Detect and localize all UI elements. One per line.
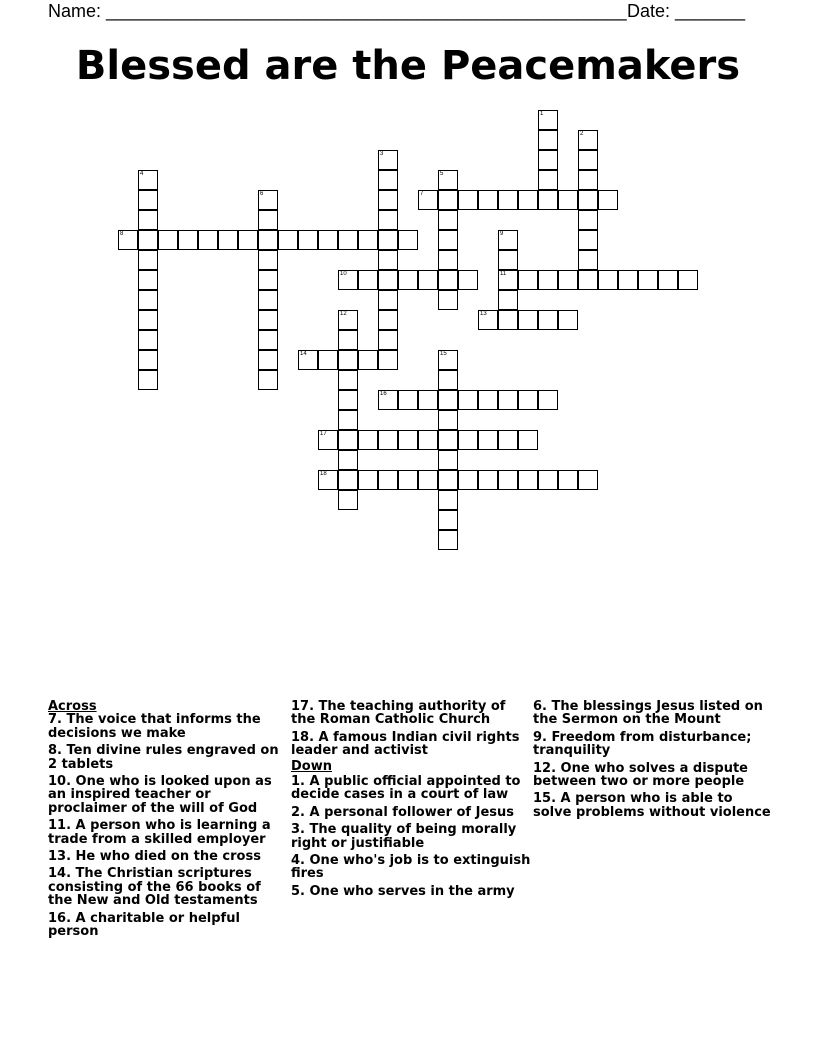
crossword-cell[interactable] bbox=[378, 310, 398, 330]
crossword-cell[interactable] bbox=[438, 390, 458, 410]
crossword-cell[interactable] bbox=[498, 290, 518, 310]
crossword-cell[interactable] bbox=[498, 230, 518, 250]
crossword-cell[interactable] bbox=[258, 250, 278, 270]
crossword-cell[interactable] bbox=[538, 270, 558, 290]
crossword-cell[interactable] bbox=[338, 410, 358, 430]
clue-item bbox=[291, 823, 531, 850]
crossword-cell[interactable] bbox=[378, 150, 398, 170]
crossword-cell[interactable] bbox=[378, 270, 398, 290]
crossword-cell[interactable] bbox=[438, 190, 458, 210]
clue-number: 18. bbox=[291, 729, 315, 745]
clue-number: 13. bbox=[48, 849, 72, 865]
clue-text: The quality of being morally right or justifiable bbox=[291, 822, 517, 851]
clue-text: A person who is able to solve problems without violence bbox=[533, 791, 771, 820]
crossword-cell[interactable] bbox=[498, 390, 518, 410]
crossword-cell[interactable] bbox=[538, 170, 558, 190]
crossword-cell[interactable] bbox=[518, 190, 538, 210]
clue-item bbox=[291, 806, 531, 819]
clue-item bbox=[533, 731, 773, 758]
crossword-cell[interactable] bbox=[538, 190, 558, 210]
cell-number: 15 bbox=[440, 351, 447, 357]
crossword-cell[interactable] bbox=[598, 190, 618, 210]
crossword-cell[interactable] bbox=[418, 190, 438, 210]
crossword-cell[interactable] bbox=[358, 230, 378, 250]
crossword-cell[interactable] bbox=[338, 430, 358, 450]
clue-number: 14. bbox=[48, 866, 72, 882]
clue-item bbox=[48, 744, 280, 771]
clue-text: One who is looked upon as an inspired teacher or proclaimer of the will of God bbox=[48, 774, 272, 816]
crossword-cell[interactable] bbox=[138, 190, 158, 210]
crossword-cell[interactable] bbox=[198, 230, 218, 250]
crossword-cell[interactable] bbox=[298, 230, 318, 250]
crossword-cell[interactable] bbox=[318, 230, 338, 250]
crossword-cell[interactable] bbox=[258, 330, 278, 350]
crossword-cell[interactable] bbox=[438, 290, 458, 310]
crossword-cell[interactable] bbox=[358, 430, 378, 450]
clue-item bbox=[533, 762, 773, 789]
crossword-cell[interactable] bbox=[458, 390, 478, 410]
crossword-cell[interactable] bbox=[418, 390, 438, 410]
clue-column-1 bbox=[48, 700, 280, 943]
crossword-cell[interactable] bbox=[478, 310, 498, 330]
cell-number: 11 bbox=[500, 271, 507, 277]
crossword-cell[interactable] bbox=[378, 250, 398, 270]
crossword-cell[interactable] bbox=[538, 110, 558, 130]
clue-number: 12. bbox=[533, 760, 557, 776]
clue-item bbox=[291, 885, 531, 898]
crossword-cell[interactable] bbox=[378, 170, 398, 190]
cell-number: 12 bbox=[340, 311, 347, 317]
crossword-cell[interactable] bbox=[558, 310, 578, 330]
crossword-cell[interactable] bbox=[318, 430, 338, 450]
crossword-cell[interactable] bbox=[418, 430, 438, 450]
clue-text: Freedom from disturbance; tranquility bbox=[533, 729, 752, 759]
crossword-cell[interactable] bbox=[398, 230, 418, 250]
crossword-cell[interactable] bbox=[258, 350, 278, 370]
crossword-cell[interactable] bbox=[518, 270, 538, 290]
crossword-cell[interactable] bbox=[438, 230, 458, 250]
crossword-cell[interactable] bbox=[338, 350, 358, 370]
crossword-cell[interactable] bbox=[118, 230, 138, 250]
crossword-cell[interactable] bbox=[678, 270, 698, 290]
crossword-cell[interactable] bbox=[418, 270, 438, 290]
cell-number: 8 bbox=[120, 231, 124, 237]
crossword-cell[interactable] bbox=[478, 390, 498, 410]
crossword-cell[interactable] bbox=[458, 190, 478, 210]
clue-text: One who solves a dispute between two or more people bbox=[533, 760, 748, 790]
crossword-cell[interactable] bbox=[398, 390, 418, 410]
crossword-cell[interactable] bbox=[138, 270, 158, 290]
crossword-cell[interactable] bbox=[538, 150, 558, 170]
crossword-cell[interactable] bbox=[438, 410, 458, 430]
clue-text: The teaching authority of the Roman Catholic Church bbox=[291, 699, 506, 728]
crossword-cell[interactable] bbox=[378, 210, 398, 230]
crossword-cell[interactable] bbox=[258, 210, 278, 230]
clue-text: The voice that informs the decisions we make bbox=[48, 712, 261, 741]
clue-text: One who serves in the army bbox=[304, 883, 515, 899]
clue-number: 16. bbox=[48, 910, 72, 926]
crossword-cell[interactable] bbox=[378, 190, 398, 210]
clue-item bbox=[291, 775, 531, 802]
cell-number: 10 bbox=[340, 271, 347, 277]
cell-number: 1 bbox=[540, 111, 544, 117]
clue-text: The Christian scriptures consisting of the 66 books of the New and Old testaments bbox=[48, 866, 261, 909]
clue-number: 2. bbox=[291, 804, 305, 820]
crossword-cell[interactable] bbox=[338, 470, 358, 490]
crossword-cell[interactable] bbox=[618, 270, 638, 290]
crossword-cell[interactable] bbox=[378, 290, 398, 310]
down-heading: Down bbox=[291, 758, 332, 774]
clue-column-3 bbox=[533, 700, 773, 823]
crossword-cell[interactable] bbox=[478, 430, 498, 450]
clue-text: A public official appointed to decide cases in a court of law bbox=[291, 774, 521, 803]
crossword-cell[interactable] bbox=[478, 190, 498, 210]
crossword-cell[interactable] bbox=[338, 310, 358, 330]
crossword-cell[interactable] bbox=[438, 210, 458, 230]
crossword-cell[interactable] bbox=[538, 130, 558, 150]
date-field-label[interactable]: Date: _______ bbox=[627, 1, 746, 21]
crossword-cell[interactable] bbox=[258, 190, 278, 210]
crossword-cell[interactable] bbox=[378, 330, 398, 350]
clue-number: 3. bbox=[291, 822, 305, 838]
crossword-cell[interactable] bbox=[498, 190, 518, 210]
cell-number: 3 bbox=[380, 151, 384, 157]
crossword-cell[interactable] bbox=[138, 290, 158, 310]
crossword-cell[interactable] bbox=[438, 170, 458, 190]
crossword-cell[interactable] bbox=[438, 430, 458, 450]
cell-number: 4 bbox=[140, 171, 144, 177]
crossword-cell[interactable] bbox=[518, 310, 538, 330]
crossword-cell[interactable] bbox=[258, 230, 278, 250]
crossword-cell[interactable] bbox=[578, 190, 598, 210]
crossword-cell[interactable] bbox=[478, 470, 498, 490]
clue-text: Ten divine rules engraved on 2 tablets bbox=[48, 743, 279, 772]
clue-text: A personal follower of Jesus bbox=[304, 804, 514, 820]
crossword-cell[interactable] bbox=[138, 250, 158, 270]
crossword-cell[interactable] bbox=[138, 230, 158, 250]
crossword-cell[interactable] bbox=[398, 270, 418, 290]
crossword-cell[interactable] bbox=[338, 230, 358, 250]
clue-item bbox=[533, 700, 773, 727]
crossword-cell[interactable] bbox=[138, 310, 158, 330]
crossword-cell[interactable] bbox=[438, 510, 458, 530]
crossword-cell[interactable] bbox=[558, 270, 578, 290]
crossword-cell[interactable] bbox=[318, 470, 338, 490]
cell-number: 13 bbox=[480, 311, 487, 317]
clue-item bbox=[48, 850, 280, 863]
crossword-cell[interactable] bbox=[438, 450, 458, 470]
cell-number: 16 bbox=[380, 391, 387, 397]
crossword-cell[interactable] bbox=[258, 370, 278, 390]
crossword-cell[interactable] bbox=[498, 310, 518, 330]
crossword-cell[interactable] bbox=[438, 370, 458, 390]
crossword-cell[interactable] bbox=[438, 270, 458, 290]
crossword-cell[interactable] bbox=[178, 230, 198, 250]
clue-number: 6. bbox=[533, 699, 547, 714]
crossword-cell[interactable] bbox=[278, 230, 298, 250]
crossword-cell[interactable] bbox=[558, 190, 578, 210]
crossword-cell[interactable] bbox=[538, 310, 558, 330]
crossword-cell[interactable] bbox=[438, 530, 458, 550]
crossword-cell[interactable] bbox=[498, 470, 518, 490]
crossword-cell[interactable] bbox=[518, 390, 538, 410]
crossword-cell[interactable] bbox=[258, 310, 278, 330]
crossword-cell[interactable] bbox=[378, 350, 398, 370]
crossword-cell[interactable] bbox=[358, 470, 378, 490]
clue-number: 1. bbox=[291, 774, 305, 790]
crossword-cell[interactable] bbox=[438, 350, 458, 370]
cell-number: 5 bbox=[440, 171, 444, 177]
crossword-cell[interactable] bbox=[358, 350, 378, 370]
crossword-cell[interactable] bbox=[458, 270, 478, 290]
crossword-cell[interactable] bbox=[378, 430, 398, 450]
crossword-cell[interactable] bbox=[138, 370, 158, 390]
crossword-cell[interactable] bbox=[338, 490, 358, 510]
crossword-cell[interactable] bbox=[578, 170, 598, 190]
crossword-cell[interactable] bbox=[578, 150, 598, 170]
crossword-cell[interactable] bbox=[338, 330, 358, 350]
clue-text: A famous Indian civil rights leader and activist bbox=[291, 729, 520, 759]
crossword-cell[interactable] bbox=[418, 470, 438, 490]
across-clue-list bbox=[48, 713, 280, 938]
crossword-cell[interactable] bbox=[398, 470, 418, 490]
crossword-cell[interactable] bbox=[378, 390, 398, 410]
across-heading: Across bbox=[48, 699, 97, 714]
crossword-cell[interactable] bbox=[138, 350, 158, 370]
clue-number: 7. bbox=[48, 712, 62, 728]
crossword-cell[interactable] bbox=[578, 270, 598, 290]
clue-item bbox=[291, 700, 531, 727]
crossword-cell[interactable] bbox=[338, 270, 358, 290]
crossword-cell[interactable] bbox=[378, 470, 398, 490]
clue-number: 8. bbox=[48, 743, 62, 759]
crossword-cell[interactable] bbox=[298, 350, 318, 370]
clue-number: 15. bbox=[533, 791, 557, 807]
crossword-cell[interactable] bbox=[438, 490, 458, 510]
clue-item bbox=[533, 792, 773, 819]
crossword-cell[interactable] bbox=[358, 270, 378, 290]
crossword-cell[interactable] bbox=[378, 230, 398, 250]
crossword-cell[interactable] bbox=[538, 390, 558, 410]
crossword-cell[interactable] bbox=[138, 210, 158, 230]
cell-number: 6 bbox=[260, 191, 264, 197]
crossword-cell[interactable] bbox=[218, 230, 238, 250]
crossword-cell[interactable] bbox=[598, 270, 618, 290]
clue-item bbox=[48, 912, 280, 939]
crossword-cell[interactable] bbox=[498, 270, 518, 290]
clue-column-2 bbox=[291, 700, 531, 902]
clue-number: 17. bbox=[291, 699, 315, 714]
crossword-cell[interactable] bbox=[138, 330, 158, 350]
crossword-cell[interactable] bbox=[578, 130, 598, 150]
cell-number: 2 bbox=[580, 131, 584, 137]
clue-item bbox=[291, 731, 531, 758]
clue-text: A person who is learning a trade from a skilled employer bbox=[48, 818, 271, 847]
name-field-label[interactable]: Name: ____________________________________________________ bbox=[48, 1, 627, 21]
crossword-cell[interactable] bbox=[578, 230, 598, 250]
crossword-cell[interactable] bbox=[498, 250, 518, 270]
crossword-cell[interactable] bbox=[338, 450, 358, 470]
across-clue-list-continued bbox=[291, 700, 531, 758]
cell-number: 7 bbox=[420, 191, 424, 197]
clue-number: 9. bbox=[533, 729, 547, 745]
crossword-cell[interactable] bbox=[498, 430, 518, 450]
clue-number: 10. bbox=[48, 774, 72, 790]
crossword-cell[interactable] bbox=[158, 230, 178, 250]
crossword-cell[interactable] bbox=[338, 370, 358, 390]
clue-item bbox=[48, 713, 280, 740]
crossword-cell[interactable] bbox=[458, 470, 478, 490]
crossword-cell[interactable] bbox=[658, 270, 678, 290]
clue-text: He who died on the cross bbox=[71, 849, 261, 865]
crossword-cell[interactable] bbox=[438, 250, 458, 270]
crossword-cell[interactable] bbox=[238, 230, 258, 250]
clue-text: One who's job is to extinguish fires bbox=[291, 853, 531, 882]
crossword-cell[interactable] bbox=[258, 270, 278, 290]
crossword-cell[interactable] bbox=[578, 470, 598, 490]
clue-number: 4. bbox=[291, 853, 305, 869]
crossword-cell[interactable] bbox=[338, 390, 358, 410]
clue-item bbox=[48, 775, 280, 815]
crossword-cell[interactable] bbox=[318, 350, 338, 370]
crossword-cell[interactable] bbox=[518, 470, 538, 490]
cell-number: 14 bbox=[300, 351, 307, 357]
down-clue-list-continued bbox=[533, 700, 773, 819]
down-clue-list bbox=[291, 775, 531, 898]
cell-number: 17 bbox=[320, 431, 327, 437]
crossword-cell[interactable] bbox=[258, 290, 278, 310]
page-title: Blessed are the Peacemakers bbox=[75, 43, 741, 89]
clue-item bbox=[48, 867, 280, 907]
clue-text: The blessings Jesus listed on the Sermon on the Mount bbox=[533, 699, 763, 728]
crossword-cell[interactable] bbox=[138, 170, 158, 190]
cell-number: 18 bbox=[320, 471, 327, 477]
crossword-cell[interactable] bbox=[558, 470, 578, 490]
crossword-cell[interactable] bbox=[578, 250, 598, 270]
crossword-cell[interactable] bbox=[578, 210, 598, 230]
clue-text: A charitable or helpful person bbox=[48, 910, 240, 940]
clue-item bbox=[48, 819, 280, 846]
crossword-cell[interactable] bbox=[438, 470, 458, 490]
clue-number: 11. bbox=[48, 818, 72, 834]
crossword-cell[interactable] bbox=[638, 270, 658, 290]
cell-number: 9 bbox=[500, 231, 504, 237]
crossword-cell[interactable] bbox=[518, 430, 538, 450]
crossword-cell[interactable] bbox=[538, 470, 558, 490]
clue-item bbox=[291, 854, 531, 881]
crossword-cell[interactable] bbox=[398, 430, 418, 450]
crossword-cell[interactable] bbox=[458, 430, 478, 450]
clue-number: 5. bbox=[291, 883, 305, 899]
